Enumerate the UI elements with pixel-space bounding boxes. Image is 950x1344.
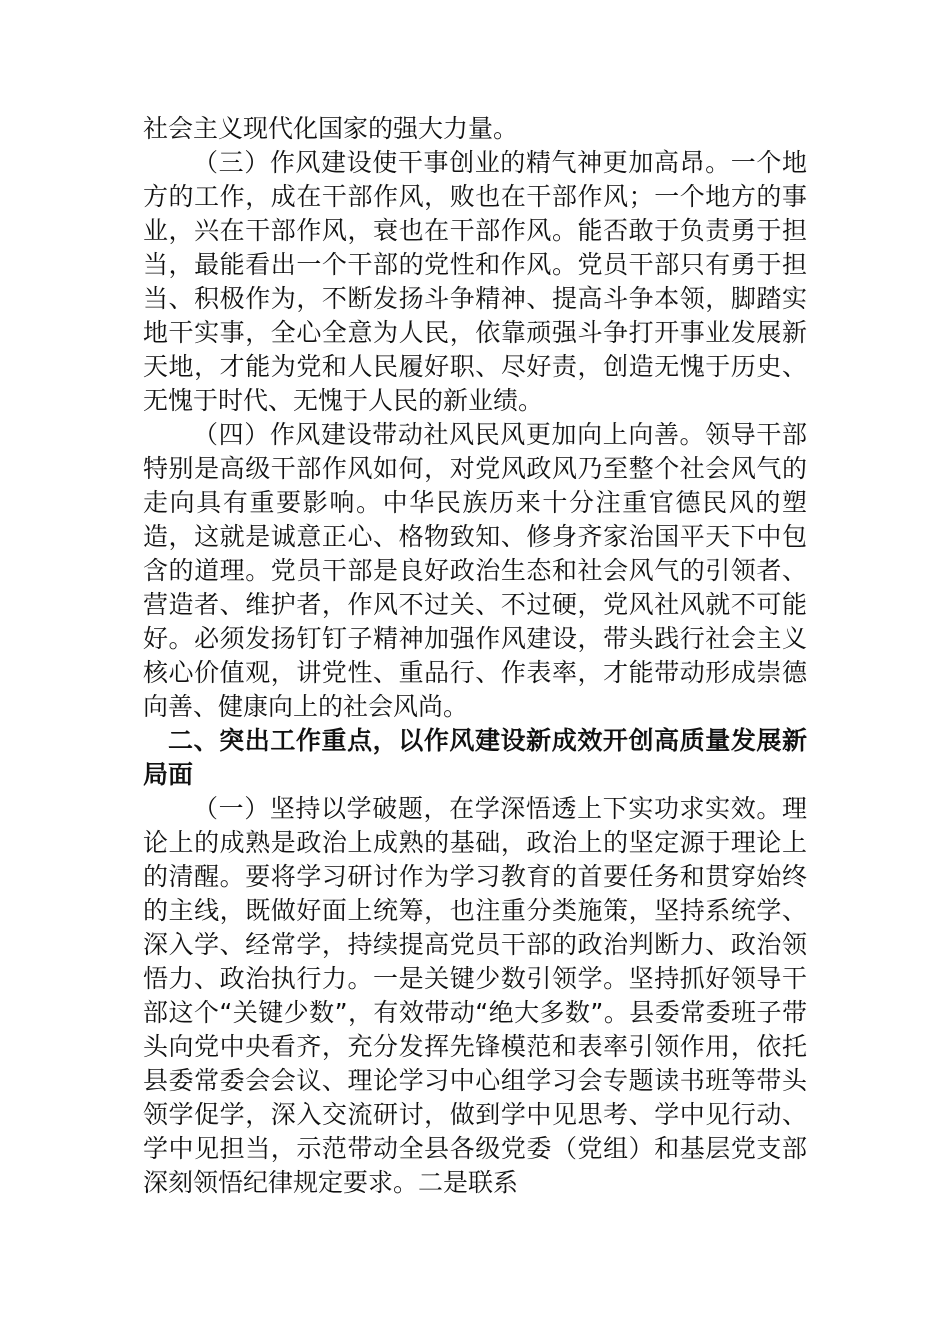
paragraph-continuation: 社会主义现代化国家的强大力量。 xyxy=(143,114,519,143)
paragraph-section-three: （三）作风建设使干事创业的精气神更加高昂。一个地方的工作，成在干部作风，败也在干部作风；一个地方的事业，兴在干部作风，衰也在干部作风。能否敢于负责勇于担当，最能看出一个干部的党性和作风。党员干部只有勇于担当、积极作为，不断发扬斗争精神、提高斗争本领，脚踏实地干实事，全心全意为人民，依靠顽强斗争打开事业发展新天地，才能为党和人民履好职、尽好责，创造无愧于历史、无愧于时代、无愧于人民的新业绩。 xyxy=(143,148,807,415)
document-body xyxy=(143,112,807,1200)
paragraph-section-four: （四）作风建设带动社风民风更加向上向善。领导干部特别是高级干部作风如何，对党风政风乃至整个社会风气的走向具有重要影响。中华民族历来十分注重官德民风的塑造，这就是诚意正心、格物致知、修身齐家治国平天下中包含的道理。党员干部是良好政治生态和社会风气的引领者、营造者、维护者，作风不过关、不过硬，党风社风就不可能好。必须发扬钉钉子精神加强作风建设，带头践行社会主义核心价值观，讲党性、重品行、作表率，才能带动形成崇德向善、健康向上的社会风尚。 xyxy=(143,420,807,721)
paragraph-subsection-one: （一）坚持以学破题，在学深悟透上下实功求实效。理论上的成熟是政治上成熟的基础，政治上的坚定源于理论上的清醒。要将学习研讨作为学习教育的首要任务和贯穿始终的主线，既做好面上统筹，也注重分类施策，坚持系统学、深入学、经常学，持续提高党员干部的政治判断力、政治领悟力、政治执行力。一是关键少数引领学。坚持抓好领导干部这个“关键少数”，有效带动“绝大多数”。县委常委班子带头向党中央看齐，充分发挥先锋模范和表率引领作用，依托县委常委会会议、理论学习中心组学习会专题读书班等带头领学促学，深入交流研讨，做到学中见思考、学中见行动、学中见担当，示范带动全县各级党委（党组）和基层党支部深刻领悟纪律规定要求。二是联系 xyxy=(143,794,807,1197)
section-heading-two: 二、突出工作重点，以作风建设新成效开创高质量发展新局面 xyxy=(143,726,807,789)
